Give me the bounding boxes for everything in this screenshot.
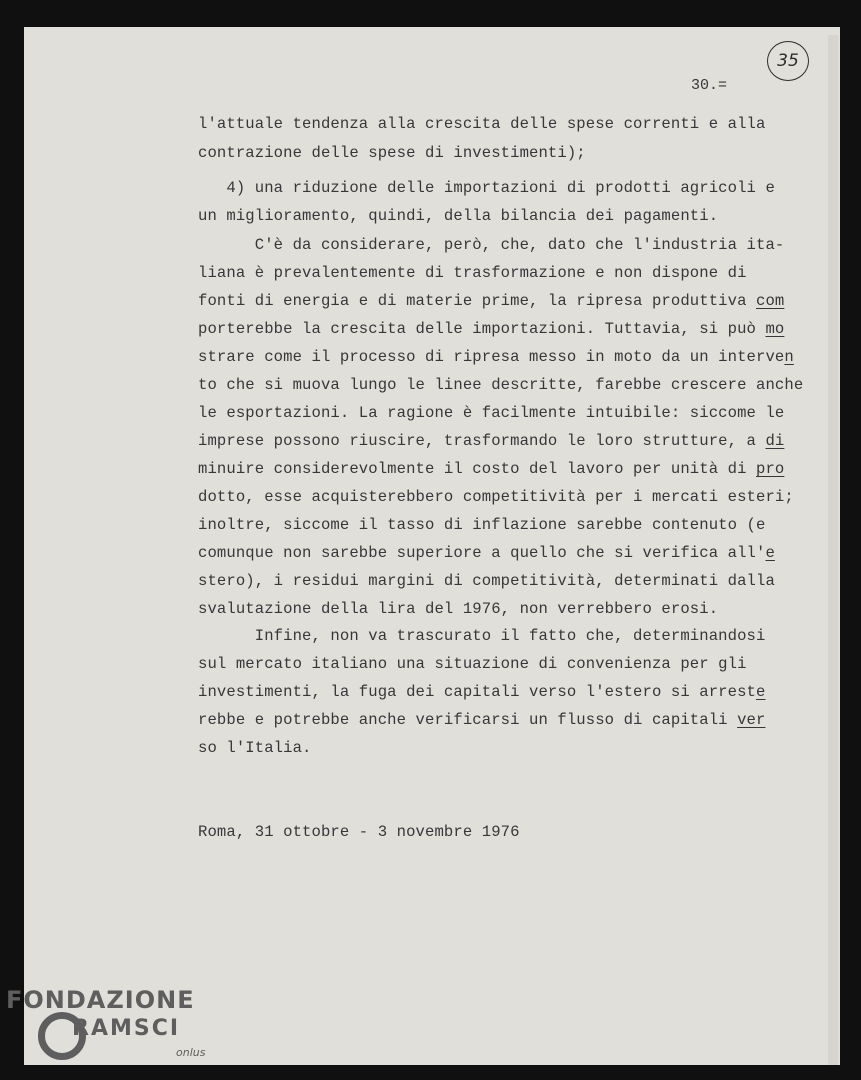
text-line: comunque non sarebbe superiore a quello che si verifica all'e xyxy=(198,544,775,562)
text-line: stero), i residui margini di competitività, determinati dalla xyxy=(198,572,775,590)
text-line: rebbe e potrebbe anche verificarsi un flusso di capitali ver xyxy=(198,711,766,729)
text-line: un miglioramento, quindi, della bilancia dei pagamenti. xyxy=(198,207,719,225)
text-line: l'attuale tendenza alla crescita delle spese correnti e alla xyxy=(198,115,766,133)
text-line: dotto, esse acquisterebbero competitività per i mercati esteri; xyxy=(198,488,794,506)
circled-page-number: 35 xyxy=(767,41,809,81)
text-line: inoltre, siccome il tasso di inflazione sarebbe contenuto (e xyxy=(198,516,766,534)
text-line: liana è prevalentemente di trasformazione e non dispone di xyxy=(198,264,747,282)
text-line: investimenti, la fuga dei capitali verso l'estero si arreste xyxy=(198,683,766,701)
text-line: imprese possono riuscire, trasformando le loro strutture, a di xyxy=(198,432,785,450)
text-line: 4) una riduzione delle importazioni di prodotti agricoli e xyxy=(198,179,775,197)
signoff-line: Roma, 31 ottobre - 3 novembre 1976 xyxy=(198,823,520,841)
text-line: sul mercato italiano una situazione di convenienza per gli xyxy=(198,655,747,673)
watermark-subtitle: RAMSCI xyxy=(72,1016,181,1041)
paper-edge xyxy=(828,35,838,1065)
text-line: contrazione delle spese di investimenti); xyxy=(198,144,586,162)
text-line: strare come il processo di ripresa messo in moto da un interven xyxy=(198,348,794,366)
page-number: 30.= xyxy=(691,77,728,94)
text-line: to che si muova lungo le linee descritte, farebbe crescere anche xyxy=(198,376,804,394)
text-line: minuire considerevolmente il costo del lavoro per unità di pro xyxy=(198,460,785,478)
text-line: C'è da considerare, però, che, dato che l'industria ita- xyxy=(198,236,785,254)
text-line: Infine, non va trascurato il fatto che, determinandosi xyxy=(198,627,766,645)
text-line: porterebbe la crescita delle importazioni. Tuttavia, si può mo xyxy=(198,320,785,338)
watermark-title: FONDAZIONE xyxy=(6,986,195,1014)
watermark-onlus: onlus xyxy=(176,1046,206,1059)
text-line: so l'Italia. xyxy=(198,739,312,757)
text-line: svalutazione della lira del 1976, non verrebbero erosi. xyxy=(198,600,719,618)
text-line: fonti di energia e di materie prime, la ripresa produttiva com xyxy=(198,292,785,310)
text-line: le esportazioni. La ragione è facilmente intuibile: siccome le xyxy=(198,404,785,422)
